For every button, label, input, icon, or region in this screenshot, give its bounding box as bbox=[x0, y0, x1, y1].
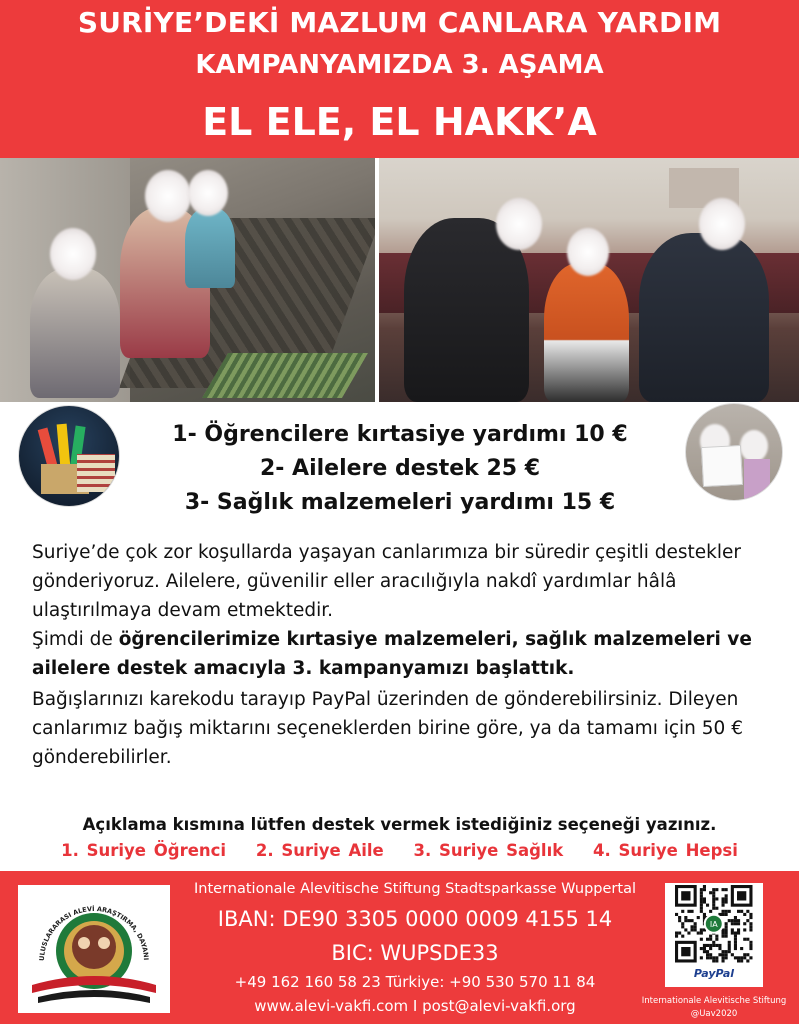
qr-module bbox=[715, 897, 718, 900]
qr-module bbox=[749, 916, 752, 919]
bank-line: Internationale Alevitische Stiftung Stadtsparkasse Wuppertal bbox=[194, 881, 636, 897]
qr-module bbox=[706, 938, 709, 941]
qr-module bbox=[715, 888, 718, 891]
qr-module bbox=[734, 922, 737, 925]
qr-module bbox=[734, 944, 737, 947]
qr-module bbox=[722, 901, 725, 904]
qr-module bbox=[725, 894, 728, 897]
qr-module bbox=[694, 928, 697, 931]
header-banner bbox=[0, 0, 799, 158]
qr-module bbox=[746, 953, 749, 956]
qr-module bbox=[740, 959, 743, 962]
qr-module bbox=[740, 910, 743, 913]
qr-module bbox=[709, 891, 712, 894]
qr-module bbox=[734, 956, 737, 959]
qr-code-icon bbox=[665, 883, 763, 965]
body-paragraph-2-bold: öğrencilerimize kırtasiye malzemeleri, sağlık malzemeleri ve ailelere destek amacıyla 3. kampanyamızı başlattık. bbox=[32, 629, 752, 679]
qr-module bbox=[706, 944, 709, 947]
qr-module bbox=[722, 953, 725, 956]
qr-module bbox=[703, 947, 706, 950]
qr-finder bbox=[681, 891, 690, 900]
qr-module bbox=[734, 935, 737, 938]
qr-module bbox=[709, 910, 712, 913]
qr-module bbox=[700, 897, 703, 900]
qr-module bbox=[700, 894, 703, 897]
qr-module bbox=[700, 904, 703, 907]
code-students: 1. Suriye Öğrenci bbox=[61, 841, 227, 860]
header-line-1: SURİYE’DEKİ MAZLUM CANLARA YARDIM bbox=[77, 6, 722, 39]
qr-module bbox=[734, 932, 737, 935]
qr-module bbox=[725, 928, 728, 931]
qr-module bbox=[722, 959, 725, 962]
qr-module bbox=[722, 950, 725, 953]
qr-module bbox=[728, 941, 731, 944]
qr-module bbox=[703, 888, 706, 891]
qr-module bbox=[737, 919, 740, 922]
qr-caption-handle: @Uav2020 bbox=[690, 1009, 738, 1019]
description-note: Açıklama kısmına lütfen destek vermek istediğiniz seçeneği yazınız. bbox=[82, 815, 717, 834]
qr-module bbox=[712, 888, 715, 891]
qr-module bbox=[749, 928, 752, 931]
qr-module bbox=[725, 901, 728, 904]
qr-module bbox=[712, 901, 715, 904]
qr-module bbox=[681, 922, 684, 925]
qr-module bbox=[700, 901, 703, 904]
qr-module bbox=[722, 910, 725, 913]
donation-codes bbox=[0, 841, 799, 860]
qr-module bbox=[697, 916, 700, 919]
qr-module bbox=[722, 913, 725, 916]
header-line-2: KAMPANYAMIZDA 3. AŞAMA bbox=[195, 50, 604, 80]
qr-module bbox=[746, 938, 749, 941]
qr-module bbox=[691, 910, 694, 913]
qr-module bbox=[734, 916, 737, 919]
qr-module bbox=[737, 922, 740, 925]
qr-module bbox=[725, 932, 728, 935]
qr-module bbox=[687, 919, 690, 922]
qr-module bbox=[709, 956, 712, 959]
qr-module bbox=[703, 897, 706, 900]
qr-finder bbox=[737, 891, 746, 900]
bic-line: BIC: WUPSDE33 bbox=[331, 941, 499, 965]
qr-module bbox=[703, 944, 706, 947]
qr-module bbox=[709, 953, 712, 956]
qr-module bbox=[691, 928, 694, 931]
qr-module bbox=[722, 904, 725, 907]
qr-module bbox=[681, 910, 684, 913]
qr-module bbox=[737, 910, 740, 913]
option-stationery: 1- Öğrencilere kırtasiye yardımı 10 € bbox=[172, 422, 628, 447]
qr-module bbox=[675, 932, 678, 935]
qr-module bbox=[700, 910, 703, 913]
qr-module bbox=[734, 919, 737, 922]
body-paragraph-2-prefix: Şimdi de bbox=[32, 629, 119, 650]
qr-module bbox=[746, 919, 749, 922]
qr-module bbox=[737, 928, 740, 931]
qr-module bbox=[712, 907, 715, 910]
qr-module bbox=[731, 953, 734, 956]
qr-module bbox=[746, 910, 749, 913]
option-health-supplies: 3- Sağlık malzemeleri yardımı 15 € bbox=[184, 490, 616, 515]
qr-module bbox=[703, 913, 706, 916]
qr-module bbox=[700, 947, 703, 950]
qr-module bbox=[703, 901, 706, 904]
qr-caption-org: Internationale Alevitische Stiftung bbox=[641, 996, 787, 1006]
qr-module bbox=[691, 925, 694, 928]
qr-module bbox=[725, 897, 728, 900]
qr-module bbox=[715, 944, 718, 947]
code-health: 3. Suriye Sağlık bbox=[413, 841, 564, 860]
iban-line: IBAN: DE90 3305 0000 0009 4155 14 bbox=[217, 907, 613, 931]
qr-module bbox=[722, 956, 725, 959]
qr-module bbox=[743, 956, 746, 959]
qr-module bbox=[718, 947, 721, 950]
qr-module bbox=[712, 956, 715, 959]
qr-module bbox=[706, 904, 709, 907]
qr-module bbox=[749, 922, 752, 925]
paypal-label: PayPal bbox=[693, 967, 735, 980]
footer-banner bbox=[0, 871, 799, 1024]
qr-module bbox=[700, 938, 703, 941]
qr-module bbox=[731, 922, 734, 925]
qr-module bbox=[725, 910, 728, 913]
qr-module bbox=[718, 944, 721, 947]
qr-module bbox=[694, 925, 697, 928]
qr-module bbox=[709, 938, 712, 941]
qr-module bbox=[700, 932, 703, 935]
qr-module bbox=[700, 907, 703, 910]
qr-module bbox=[709, 947, 712, 950]
qr-module bbox=[722, 935, 725, 938]
qr-module bbox=[709, 944, 712, 947]
qr-module bbox=[700, 928, 703, 931]
qr-module bbox=[728, 910, 731, 913]
qr-module bbox=[681, 935, 684, 938]
qr-module bbox=[712, 891, 715, 894]
photo-children-left bbox=[0, 158, 375, 402]
qr-module bbox=[731, 932, 734, 935]
qr-module bbox=[722, 888, 725, 891]
code-family: 2. Suriye Aile bbox=[255, 841, 384, 860]
qr-module bbox=[703, 950, 706, 953]
qr-module bbox=[725, 925, 728, 928]
qr-module bbox=[697, 932, 700, 935]
qr-module bbox=[700, 891, 703, 894]
qr-module bbox=[749, 913, 752, 916]
foundation-logo-icon bbox=[18, 885, 170, 1013]
qr-module bbox=[731, 919, 734, 922]
qr-module bbox=[737, 932, 740, 935]
qr-module bbox=[743, 913, 746, 916]
qr-module bbox=[749, 941, 752, 944]
qr-module bbox=[731, 928, 734, 931]
qr-module bbox=[740, 956, 743, 959]
qr-module bbox=[725, 935, 728, 938]
qr-module bbox=[734, 938, 737, 941]
qr-module bbox=[728, 944, 731, 947]
foundation-logo bbox=[18, 885, 170, 1013]
web-email-line: www.alevi-vakfi.com I post@alevi-vakfi.org bbox=[254, 997, 576, 1015]
body-paragraph-1: Suriye’de çok zor koşullarda yaşayan canlarımıza bir süredir çeşitli destekler gönderiyoruz. Ailelere, güvenilir eller aracılığıyla nakdî yardımlar hâlâ ulaştırılmaya devam etmektedir. bbox=[32, 542, 741, 621]
qr-module bbox=[712, 959, 715, 962]
option-family-support: 2- Ailelere destek 25 € bbox=[259, 456, 541, 481]
qr-module bbox=[675, 935, 678, 938]
photo-children-right bbox=[379, 158, 799, 402]
qr-module bbox=[712, 904, 715, 907]
qr-badge-text: IA bbox=[709, 919, 718, 929]
stationery-photo-circle bbox=[18, 405, 120, 507]
qr-module bbox=[681, 925, 684, 928]
qr-module bbox=[678, 916, 681, 919]
qr-module bbox=[687, 910, 690, 913]
body-paragraph-2 bbox=[32, 625, 772, 683]
qr-module bbox=[728, 950, 731, 953]
qr-module bbox=[715, 956, 718, 959]
qr-module bbox=[706, 950, 709, 953]
qr-module bbox=[678, 919, 681, 922]
qr-module bbox=[715, 907, 718, 910]
qr-module bbox=[749, 956, 752, 959]
qr-module bbox=[728, 947, 731, 950]
qr-module bbox=[678, 932, 681, 935]
qr-module bbox=[706, 956, 709, 959]
logo-arc-text: ULUSLARARASI ALEVİ ARAŞTIRMA, DAYANI bbox=[37, 904, 151, 962]
qr-module bbox=[737, 956, 740, 959]
qr-module bbox=[691, 919, 694, 922]
qr-module bbox=[712, 897, 715, 900]
phone-line: +49 162 160 58 23 Türkiye: +90 530 570 11 84 bbox=[234, 973, 596, 991]
qr-module bbox=[687, 932, 690, 935]
qr-module bbox=[725, 922, 728, 925]
qr-module bbox=[737, 959, 740, 962]
qr-module bbox=[725, 956, 728, 959]
qr-module bbox=[743, 922, 746, 925]
qr-module bbox=[722, 897, 725, 900]
qr-module bbox=[725, 950, 728, 953]
paypal-qr-code[interactable] bbox=[665, 883, 763, 987]
qr-module bbox=[746, 959, 749, 962]
qr-module bbox=[743, 938, 746, 941]
qr-module bbox=[743, 953, 746, 956]
qr-module bbox=[749, 947, 752, 950]
qr-module bbox=[749, 944, 752, 947]
qr-module bbox=[712, 944, 715, 947]
qr-module bbox=[709, 935, 712, 938]
qr-module bbox=[725, 953, 728, 956]
qr-module bbox=[712, 941, 715, 944]
body-paragraph-3: Bağışlarınızı karekodu tarayıp PayPal üzerinden de gönderebilirsiniz. Dileyen canlarımız bağış miktarını seçeneklerden birine göre, ya da tamamı için 50 € gönderebilirler. bbox=[32, 689, 743, 768]
qr-module bbox=[694, 922, 697, 925]
qr-module bbox=[715, 938, 718, 941]
qr-module bbox=[684, 919, 687, 922]
qr-module bbox=[684, 916, 687, 919]
qr-module bbox=[734, 947, 737, 950]
qr-module bbox=[675, 913, 678, 916]
code-all: 4. Suriye Hepsi bbox=[592, 841, 738, 860]
qr-module bbox=[706, 953, 709, 956]
qr-module bbox=[749, 925, 752, 928]
qr-module bbox=[684, 928, 687, 931]
qr-module bbox=[715, 959, 718, 962]
qr-module bbox=[700, 888, 703, 891]
qr-module bbox=[728, 919, 731, 922]
qr-module bbox=[715, 935, 718, 938]
qr-module bbox=[734, 941, 737, 944]
qr-module bbox=[740, 947, 743, 950]
children-with-letter-circle bbox=[685, 403, 783, 501]
qr-module bbox=[725, 888, 728, 891]
qr-module bbox=[722, 932, 725, 935]
qr-finder bbox=[681, 947, 690, 956]
qr-module bbox=[718, 953, 721, 956]
qr-module bbox=[703, 885, 706, 888]
qr-module bbox=[743, 928, 746, 931]
qr-module bbox=[712, 894, 715, 897]
qr-module bbox=[725, 913, 728, 916]
qr-module bbox=[700, 956, 703, 959]
header-slogan: EL ELE, EL HAKK’A bbox=[202, 100, 597, 144]
